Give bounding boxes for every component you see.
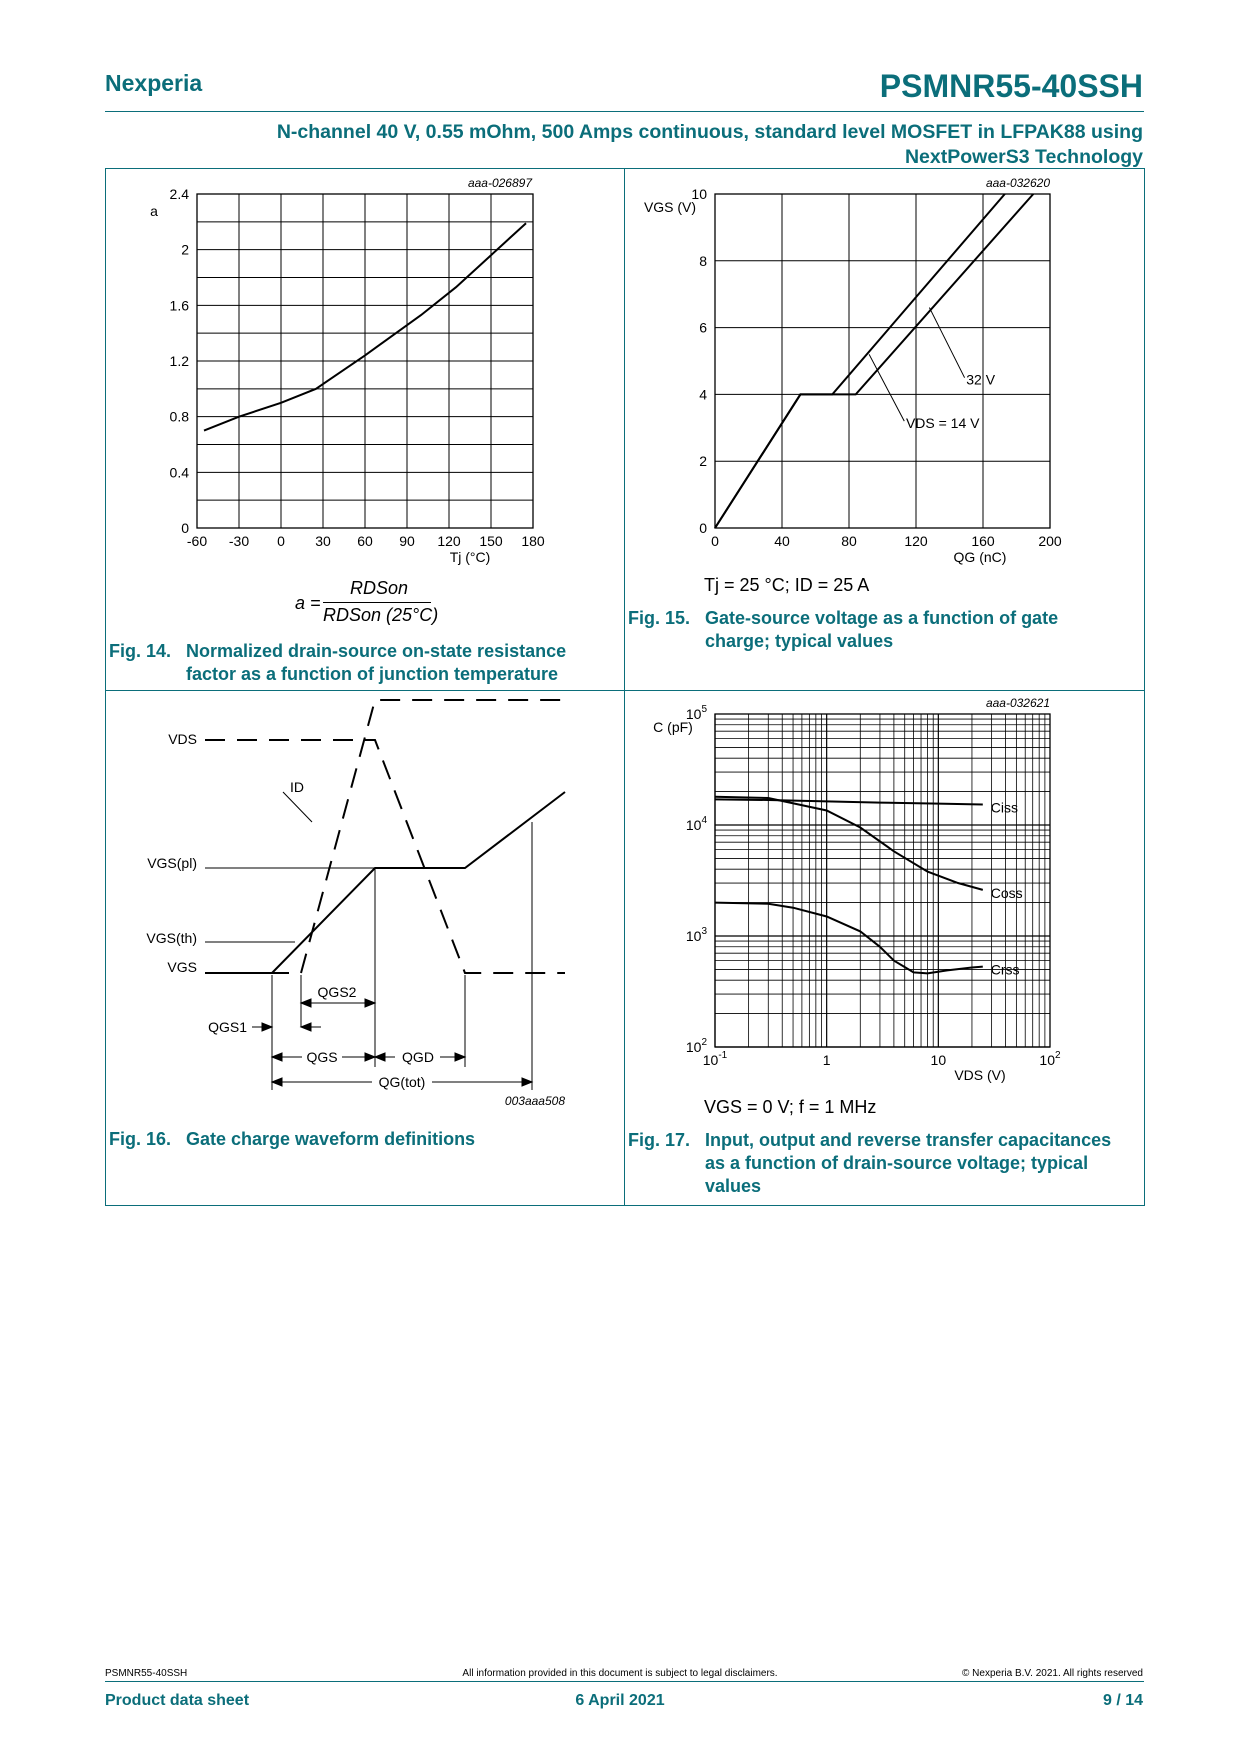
fig15-condition: Tj = 25 °C; ID = 25 A	[704, 575, 870, 595]
fig14-y-tick-label: 1.2	[169, 353, 189, 369]
fig17-series-label-coss: Coss	[990, 884, 1023, 901]
fig15-y-tick-labels	[691, 186, 707, 536]
fig14-y-tick-label: 0	[181, 520, 189, 536]
fig16-label-vgsth: VGS(th)	[146, 930, 197, 946]
fig14-gridlines	[197, 194, 533, 528]
footer-date: 6 April 2021	[575, 1692, 665, 1709]
fig14-x-tick-label: 60	[357, 533, 373, 549]
fig16-figure-code: 003aaa508	[504, 1094, 565, 1108]
header-rule	[105, 111, 1144, 112]
fig14-x-tick-label: 90	[399, 533, 415, 549]
fig15-y-tick-label: 0	[699, 520, 707, 536]
fig15-y-tick-label: 2	[699, 453, 707, 470]
fig15-number: Fig. 15.	[628, 608, 691, 628]
fig14-figure-code: aaa-026897	[467, 176, 532, 190]
fig17-series-label-crss: Crss	[990, 961, 1020, 978]
fig17-x-tick-label: $10^2$	[1039, 1050, 1061, 1068]
fig14-x-axis-label: Tj (°C)	[449, 549, 491, 565]
fig16-label-qgs1: QGS1	[208, 1019, 247, 1035]
fig16-label-vds: VDS	[168, 731, 197, 747]
fig14-y-tick-labels	[170, 186, 190, 536]
fig17-series-ciss	[715, 799, 983, 804]
fig14-y-axis-label: a	[150, 203, 158, 219]
fig16-vds-waveform	[205, 740, 565, 973]
fig17-condition: VGS = 0 V; f = 1 MHz	[704, 1097, 877, 1117]
fig16-label-vgspl: VGS(pl)	[147, 855, 197, 871]
document-subtitle	[183, 120, 1143, 170]
fig14-y-tick-label: 0.4	[169, 464, 189, 481]
fig16-caption-text: Gate charge waveform definitions	[186, 1129, 476, 1149]
fig17-figure-code: aaa-032621	[985, 696, 1050, 710]
fig16-label-qgs2: QGS2	[317, 984, 357, 1000]
fig15-y-tick-label: 4	[699, 386, 707, 403]
fig14-caption-text: Normalized drain-source on-state resistance factor as a function of junction temperature	[186, 641, 567, 684]
fig15-x-tick-label: 0	[711, 533, 719, 549]
fig14-y-tick-label: 0.8	[169, 408, 189, 425]
footer-rule	[105, 1681, 1144, 1682]
fig14-formula-denominator: RDSon (25°C)	[323, 605, 439, 625]
fig17-caption	[628, 1129, 1138, 1199]
fig15-caption	[628, 607, 1128, 655]
fig15-caption-text: Gate-source voltage as a function of gate charge; typical values	[705, 608, 1059, 651]
fig14-x-tick-label: 0	[277, 533, 285, 549]
fig16-label-qgd: QGD	[402, 1049, 434, 1065]
fig15-series-32v	[715, 194, 1033, 528]
footer-page-number: 9 / 14	[1102, 1692, 1143, 1709]
fig16-reference-lines	[205, 792, 532, 1090]
figure-grid-divider-horizontal	[105, 690, 1144, 691]
fig15-y-tick-label: 8	[699, 252, 707, 269]
fig17-plot-frame	[715, 714, 1050, 1047]
fig15-gridlines	[715, 194, 1050, 528]
fig15-series-label-32v: 32 V	[966, 371, 996, 388]
fig15-y-tick-label: 6	[699, 319, 707, 336]
subtitle-line-2: NextPowerS3 Technology	[904, 146, 1143, 168]
footer-disclaimer: All information provided in this document is subject to legal disclaimers.	[462, 1668, 778, 1679]
fig17-x-tick-labels	[703, 1050, 1061, 1068]
footer-copyright: © Nexperia B.V. 2021. All rights reserved	[962, 1668, 1143, 1679]
fig14-number: Fig. 14.	[109, 641, 172, 661]
fig17-y-tick-label: $10^5$	[685, 704, 707, 722]
fig15-chart	[640, 172, 1080, 572]
fig17-x-tick-label: 10	[930, 1052, 947, 1068]
fig14-caption	[109, 640, 609, 688]
fig16-diagram	[140, 692, 580, 1122]
fig16-vgs-waveform	[205, 792, 565, 973]
fig15-x-axis-label: QG (nC)	[953, 549, 1007, 565]
fig15-series-14v	[715, 194, 1005, 528]
fig16-label-qgs: QGS	[306, 1049, 338, 1065]
fig17-y-tick-label: $10^3$	[685, 926, 707, 944]
fig17-gridlines	[715, 714, 1050, 1047]
fig17-x-axis-label: VDS (V)	[954, 1067, 1006, 1083]
fig17-chart	[640, 694, 1080, 1094]
fig14-y-tick-label: 2.4	[169, 186, 189, 202]
fig14-x-tick-label: -60	[186, 533, 208, 549]
fig17-y-tick-label: $10^4$	[685, 815, 707, 833]
fig15-leader-32v	[929, 308, 964, 378]
fig17-series-coss	[715, 797, 983, 890]
fig17-y-axis-label: C (pF)	[653, 719, 693, 735]
fig17-series-label-ciss: Ciss	[990, 799, 1019, 816]
fig15-plot-frame	[715, 194, 1050, 528]
fig15-x-tick-label: 40	[774, 533, 790, 549]
fig16-dimension-arrows	[252, 999, 532, 1086]
fig16-caption	[109, 1128, 609, 1153]
fig15-x-tick-label: 80	[841, 533, 857, 549]
fig17-x-tick-label: 1	[822, 1052, 831, 1068]
fig17-caption-text: Input, output and reverse transfer capacitances as a function of drain-source voltage; typical values	[705, 1130, 1112, 1196]
fig16-label-vgs: VGS	[167, 959, 197, 975]
fig14-formula	[295, 578, 515, 628]
fig17-y-tick-label: $10^2$	[685, 1037, 707, 1055]
fig17-y-tick-labels	[686, 704, 708, 1055]
fig14-formula-numerator: RDSon	[350, 578, 409, 598]
fig16-label-qgtot: QG(tot)	[378, 1074, 426, 1090]
fig16-id-waveform	[205, 700, 565, 973]
fig14-x-tick-label: -30	[228, 533, 250, 549]
fig15-y-tick-label: 10	[691, 186, 707, 202]
fig15-x-tick-label: 120	[904, 533, 928, 549]
fig17-x-tick-label: $10^{-1}$	[702, 1050, 728, 1068]
brand-name: Nexperia	[105, 70, 203, 96]
part-number: PSMNR55-40SSH	[879, 68, 1143, 104]
fig15-y-axis-label: VGS (V)	[643, 199, 697, 215]
fig15-x-tick-label: 200	[1038, 533, 1062, 549]
footer-doc-id: PSMNR55-40SSH	[105, 1668, 188, 1679]
fig17-number: Fig. 17.	[628, 1130, 691, 1150]
fig14-y-tick-label: 2	[181, 241, 189, 258]
fig16-label-id: ID	[290, 779, 304, 795]
fig16-waveforms	[205, 700, 565, 973]
fig14-formula-bar	[323, 602, 431, 603]
fig15-x-tick-label: 160	[971, 533, 995, 549]
figure-grid-divider-vertical	[624, 168, 625, 1205]
subtitle-line-1: N-channel 40 V, 0.55 mOhm, 500 Amps continuous, standard level MOSFET in LFPAK88 using	[276, 121, 1143, 143]
fig16-number: Fig. 16.	[109, 1129, 172, 1149]
footer-doc-type: Product data sheet	[105, 1692, 250, 1709]
fig14-x-tick-label: 180	[521, 533, 545, 549]
fig14-x-tick-label: 150	[479, 533, 503, 549]
fig14-chart	[140, 172, 545, 572]
fig15-figure-code: aaa-032620	[985, 176, 1050, 190]
fig14-x-tick-label: 30	[315, 533, 331, 549]
fig15-x-tick-labels	[711, 533, 1062, 549]
fig14-y-tick-label: 1.6	[169, 297, 189, 314]
fig14-x-tick-label: 120	[437, 533, 461, 549]
fig14-x-tick-labels	[187, 533, 545, 549]
fig15-series-label-14v: VDS = 14 V	[905, 414, 980, 431]
fig15-leader-14v	[869, 354, 904, 421]
fig17-series-crss	[715, 903, 983, 974]
fig14-formula-lhs: a =	[295, 593, 321, 613]
